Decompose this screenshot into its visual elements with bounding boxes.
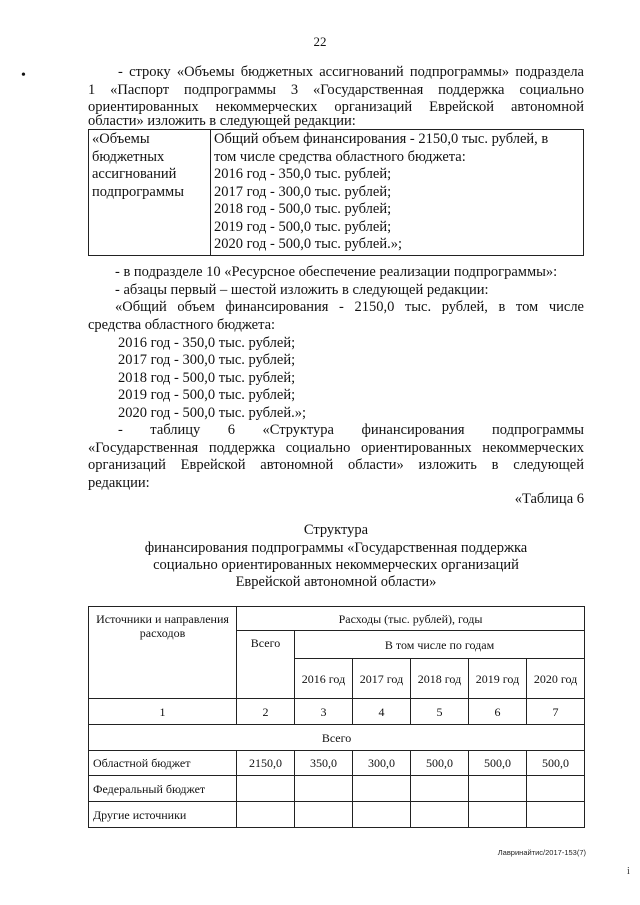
paragraph-line: средства областного бюджета: bbox=[88, 317, 276, 333]
financing-table bbox=[88, 606, 585, 828]
column-number: 3 bbox=[295, 699, 353, 725]
table-title-line: Структура bbox=[303, 522, 369, 538]
edge-mark: i bbox=[627, 866, 630, 877]
year-line: 2017 год - 300,0 тыс. рублей; bbox=[118, 352, 296, 368]
table-label: «Таблица 6 bbox=[514, 491, 584, 507]
column-number: 6 bbox=[469, 699, 527, 725]
row-value bbox=[237, 802, 295, 828]
row-name: Федеральный бюджет bbox=[89, 776, 237, 802]
table-title-line: Еврейской автономной области» bbox=[235, 574, 437, 590]
header-year: 2019 год bbox=[469, 659, 527, 699]
row-value: 500,0 bbox=[411, 751, 469, 776]
row-value bbox=[469, 776, 527, 802]
row-value bbox=[353, 776, 411, 802]
page-number: 22 bbox=[313, 34, 327, 49]
table-row bbox=[89, 802, 585, 828]
row-name: Другие источники bbox=[89, 802, 237, 828]
row-value bbox=[295, 776, 353, 802]
year-line: 2018 год - 500,0 тыс. рублей; bbox=[118, 370, 296, 386]
row-value bbox=[469, 802, 527, 828]
paragraph-line: - таблицу 6 «Структура финансирования подпрограммы bbox=[118, 422, 584, 438]
passport-label-cell: «Объемы бюджетных ассигнований подпрограммы bbox=[89, 130, 211, 256]
margin-dot: • bbox=[21, 68, 26, 83]
section-total-row: Всего bbox=[89, 725, 585, 751]
header-sources: Источники и направления расходов bbox=[89, 607, 237, 699]
column-number: 7 bbox=[527, 699, 585, 725]
header-year: 2016 год bbox=[295, 659, 353, 699]
year-line: 2020 год - 500,0 тыс. рублей.»; bbox=[118, 405, 306, 421]
table-row bbox=[89, 751, 585, 776]
header-expenses: Расходы (тыс. рублей), годы bbox=[237, 607, 585, 631]
header-by-years: В том числе по годам bbox=[295, 631, 585, 659]
table-title-line: финансирования подпрограммы «Государственная поддержка bbox=[144, 540, 528, 556]
paragraph-line: «Общий объем финансирования - 2150,0 тыс. рублей, в том числе bbox=[115, 299, 584, 315]
paragraph-line: «Государственная поддержка социально ориентированных некоммерческих bbox=[88, 440, 584, 456]
row-value bbox=[411, 776, 469, 802]
column-number: 2 bbox=[237, 699, 295, 725]
year-line: 2016 год - 350,0 тыс. рублей; bbox=[118, 335, 296, 351]
column-number: 5 bbox=[411, 699, 469, 725]
header-total: Всего bbox=[237, 631, 295, 699]
year-line: 2019 год - 500,0 тыс. рублей; bbox=[118, 387, 296, 403]
row-value: 500,0 bbox=[527, 751, 585, 776]
row-value: 500,0 bbox=[469, 751, 527, 776]
row-value: 2150,0 bbox=[237, 751, 295, 776]
row-value bbox=[353, 802, 411, 828]
footer-code: Лавринайтис/2017-153(7) bbox=[497, 848, 586, 857]
table-title-line: социально ориентированных некоммерческих организаций bbox=[153, 557, 519, 573]
row-value bbox=[295, 802, 353, 828]
paragraph-line: редакции: bbox=[88, 475, 150, 491]
row-name: Областной бюджет bbox=[89, 751, 237, 776]
paragraph-line: - строку «Объемы бюджетных ассигнований подпрограммы» подраздела bbox=[118, 64, 584, 80]
paragraph-line: организаций Еврейской автономной области» изложить в следующей bbox=[88, 457, 584, 473]
row-value bbox=[527, 776, 585, 802]
paragraph-line: ориентированных некоммерческих организаций Еврейской автономной bbox=[88, 99, 584, 115]
table-row bbox=[89, 776, 585, 802]
passport-table bbox=[88, 129, 584, 256]
row-value bbox=[411, 802, 469, 828]
header-year: 2017 год bbox=[353, 659, 411, 699]
row-value bbox=[527, 802, 585, 828]
paragraph-line: 1 «Паспорт подпрограммы 3 «Государственная поддержка социально bbox=[88, 82, 584, 98]
paragraph-line: - абзацы первый – шестой изложить в следующей редакции: bbox=[115, 282, 489, 298]
row-value bbox=[237, 776, 295, 802]
column-number: 1 bbox=[89, 699, 237, 725]
row-value: 350,0 bbox=[295, 751, 353, 776]
row-value: 300,0 bbox=[353, 751, 411, 776]
header-year: 2018 год bbox=[411, 659, 469, 699]
paragraph-line: области» изложить в следующей редакции: bbox=[88, 113, 356, 129]
passport-value-cell: Общий объем финансирования - 2150,0 тыс. рублей, в том числе средства областного бюджета: 2016 год - 350,0 тыс. рублей; 2017 год - 300,0 тыс. рублей; 2018 год - 500,0 тыс. рублей; 2019 год - 500,0 тыс. рублей; 2020 год - 500,0 тыс. рублей.»; bbox=[211, 130, 584, 256]
paragraph-line: - в подразделе 10 «Ресурсное обеспечение реализации подпрограммы»: bbox=[115, 264, 558, 280]
column-number: 4 bbox=[353, 699, 411, 725]
header-year: 2020 год bbox=[527, 659, 585, 699]
